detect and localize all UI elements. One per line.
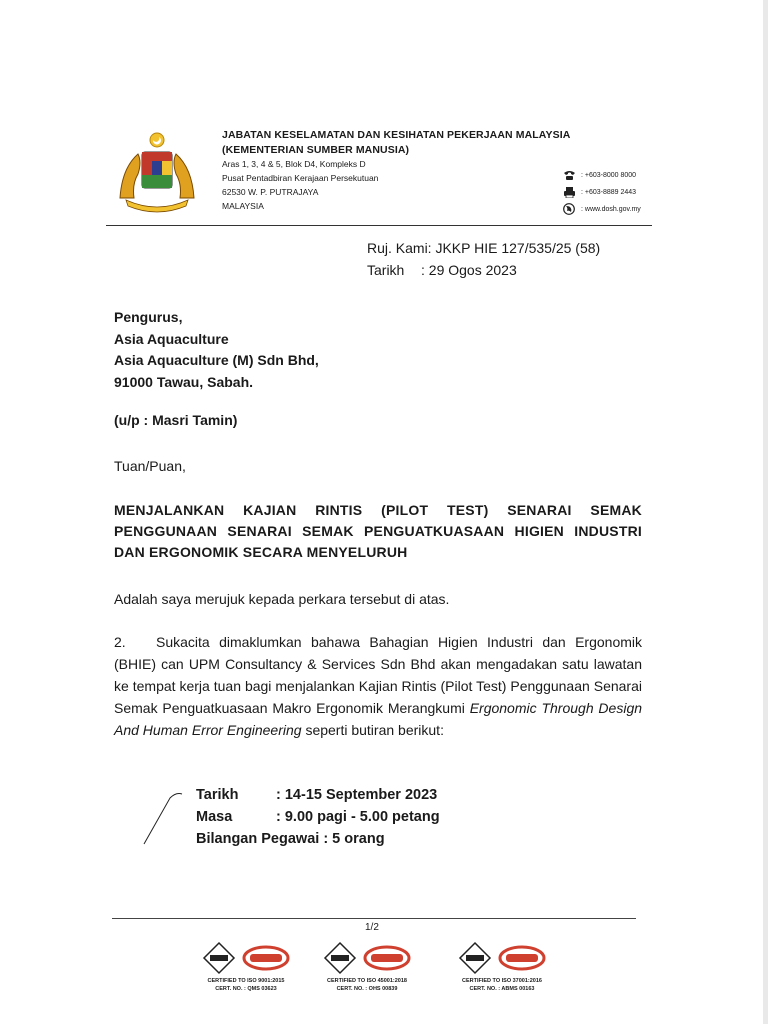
paragraph-2: 2. Sukacita dimaklumkan bahawa Bahagian Higien Industri dan Ergonomik (BHIE) can UPM Consultancy & Services Sdn Bhd akan mengadakan satu lawatan ke tempat kerja tuan bagi menjalankan Kajian Rintis (Pilot Test) Penggunaan Senarai Semak Penguatkuasaan Makro Ergonomik Merangkumi Ergonomic Through Design And Human Error Engineering seperti butiran berikut: [114, 631, 642, 741]
paragraph-number: 2. [114, 634, 126, 650]
reference-number: Ruj. Kami: JKKP HIE 127/535/25 (58) [367, 240, 601, 256]
standards-logo [363, 945, 411, 971]
recipient-line: Pengurus, [114, 309, 183, 325]
certification-ohs: CERTIFIED TO ISO 45001:2018 CERT. NO. : OHS 00839 [297, 938, 437, 993]
header-divider [106, 225, 652, 226]
certification-abms: CERTIFIED TO ISO 37001:2016 CERT. NO. : ABMS 00163 [432, 938, 572, 993]
letter-date: Tarikh : 29 Ogos 2023 [367, 262, 517, 278]
standards-logo [498, 945, 546, 971]
attention-line: (u/p : Masri Tamin) [114, 412, 238, 428]
contact-web: : www.dosh.gov.my [562, 202, 641, 216]
detail-row-date: Tarikh : 14-15 September 2023 [196, 787, 438, 803]
ministry-name: (KEMENTERIAN SUMBER MANUSIA) [222, 144, 410, 156]
salutation: Tuan/Puan, [114, 458, 186, 474]
web-icon [562, 203, 576, 215]
contact-phone: : +603-8000 8000 [562, 168, 636, 182]
recipient-line: 91000 Tawau, Sabah. [114, 373, 254, 390]
recipient-address [114, 307, 319, 393]
phone-icon [562, 169, 576, 181]
paragraph-italic: Ergonomic Through Design And Human Error Engineering [114, 700, 643, 738]
address-line: MALAYSIA [222, 201, 264, 211]
ohs-system-logo [323, 941, 357, 975]
coat-of-arms-logo [112, 128, 202, 214]
quality-system-logo [202, 941, 236, 975]
footer-divider [112, 918, 636, 919]
recipient-line: Asia Aquaculture (M) Sdn Bhd, [114, 352, 319, 368]
visit-details [196, 784, 440, 850]
detail-row-time: Masa : 9.00 pagi - 5.00 petang [196, 809, 440, 825]
paragraph-1: Adalah saya merujuk kepada perkara tersebut di atas. [114, 591, 450, 607]
address-line: Pusat Pentadbiran Kerajaan Persekutuan [222, 173, 379, 183]
detail-row-officers: Bilangan Pegawai : 5 orang [196, 831, 385, 847]
org-name: JABATAN KESELAMATAN DAN KESIHATAN PEKERJAAN MALAYSIA [222, 129, 571, 141]
standards-logo [242, 945, 290, 971]
letter-subject: MENJALANKAN KAJIAN RINTIS (PILOT TEST) SENARAI SEMAK PENGGUNAAN SENARAI SEMAK PENGUATKUASAAN HIGIEN INDUSTRI DAN ERGONOMIK SECARA MENYELURUH [114, 502, 642, 560]
page-edge [763, 0, 768, 1024]
handwritten-mark [140, 788, 186, 848]
address-line: Aras 1, 3, 4 & 5, Blok D4, Kompleks D [222, 159, 366, 169]
address-line: 62530 W. P. PUTRAJAYA [222, 187, 319, 197]
contact-fax: : +603-8889 2443 [562, 185, 636, 199]
anti-bribery-logo [458, 941, 492, 975]
recipient-line: Asia Aquaculture [114, 330, 229, 347]
certification-qms: CERTIFIED TO ISO 9001:2015 CERT. NO. : QMS 03623 [176, 938, 316, 993]
page-number: 1/2 [365, 922, 379, 933]
fax-icon [562, 186, 576, 198]
